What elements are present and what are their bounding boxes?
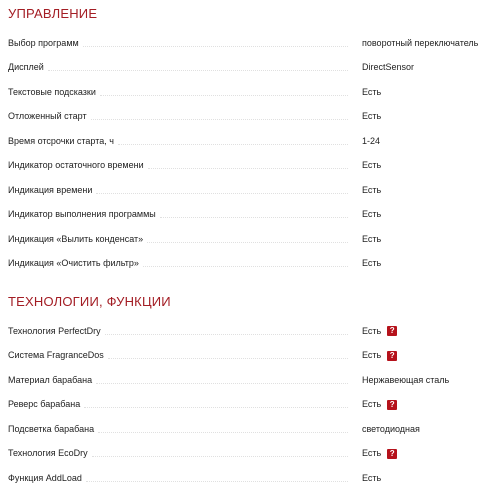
spec-label bbox=[8, 424, 348, 435]
spec-label bbox=[8, 473, 348, 484]
spec-value-text: поворотный переключатель bbox=[362, 37, 479, 48]
spec-value bbox=[362, 136, 380, 147]
spec-row bbox=[0, 319, 488, 344]
spec-label-text: Индикатор остаточного времени bbox=[8, 160, 148, 171]
spec-label bbox=[8, 209, 348, 220]
spec-label-text: Подсветка барабана bbox=[8, 424, 98, 435]
spec-value bbox=[362, 448, 397, 459]
spec-value bbox=[362, 234, 381, 245]
spec-value bbox=[362, 62, 414, 73]
spec-value-text: Есть bbox=[362, 350, 382, 361]
help-icon[interactable]: ? bbox=[387, 326, 397, 336]
spec-label bbox=[8, 448, 348, 459]
spec-value-text: Есть bbox=[362, 325, 382, 336]
spec-label bbox=[8, 136, 348, 147]
spec-label-text: Индикация «Вылить конденсат» bbox=[8, 234, 147, 245]
spec-row bbox=[0, 80, 488, 105]
spec-row bbox=[0, 393, 488, 418]
section-title-control: УПРАВЛЕНИЕ bbox=[8, 6, 98, 21]
dotted-leader bbox=[105, 334, 348, 335]
spec-label bbox=[8, 62, 348, 73]
spec-value-text: Есть bbox=[362, 258, 382, 269]
spec-row bbox=[0, 252, 488, 277]
spec-label-text: Технология PerfectDry bbox=[8, 326, 105, 337]
dotted-leader bbox=[86, 481, 348, 482]
spec-label-text: Технология EcoDry bbox=[8, 448, 92, 459]
spec-value-text: Есть bbox=[362, 209, 382, 220]
spec-label-text: Функция AddLoad bbox=[8, 473, 86, 484]
spec-value bbox=[362, 87, 381, 98]
spec-label bbox=[8, 111, 348, 122]
spec-value bbox=[362, 375, 449, 386]
spec-label-text: Индикация времени bbox=[8, 185, 96, 196]
spec-label-text: Реверс барабана bbox=[8, 399, 84, 410]
help-icon[interactable]: ? bbox=[387, 351, 397, 361]
spec-value-text: Нержавеющая сталь bbox=[362, 374, 450, 385]
dotted-leader bbox=[83, 46, 348, 47]
spec-value bbox=[362, 111, 381, 122]
spec-value-text: Есть bbox=[362, 86, 382, 97]
spec-label bbox=[8, 258, 348, 269]
spec-row bbox=[0, 203, 488, 228]
spec-value-text: Есть bbox=[362, 160, 382, 171]
spec-value bbox=[362, 473, 381, 484]
spec-row bbox=[0, 31, 488, 56]
spec-label-text: Материал барабана bbox=[8, 375, 96, 386]
spec-label bbox=[8, 38, 348, 49]
dotted-leader bbox=[100, 95, 348, 96]
spec-row bbox=[0, 344, 488, 369]
spec-label-text: Индикация «Очистить фильтр» bbox=[8, 258, 143, 269]
spec-list-technologies bbox=[0, 319, 488, 491]
spec-value bbox=[362, 350, 397, 361]
dotted-leader bbox=[96, 193, 348, 194]
spec-label-text: Дисплей bbox=[8, 62, 48, 73]
dotted-leader bbox=[108, 358, 348, 359]
dotted-leader bbox=[96, 383, 348, 384]
dotted-leader bbox=[147, 242, 348, 243]
spec-label bbox=[8, 185, 348, 196]
spec-label bbox=[8, 350, 348, 361]
spec-row bbox=[0, 442, 488, 467]
dotted-leader bbox=[98, 432, 348, 433]
section-title-technologies: ТЕХНОЛОГИИ, ФУНКЦИИ bbox=[8, 294, 171, 309]
spec-value bbox=[362, 258, 381, 269]
spec-row bbox=[0, 417, 488, 442]
spec-value-text: Есть bbox=[362, 111, 382, 122]
spec-row bbox=[0, 154, 488, 179]
spec-label bbox=[8, 160, 348, 171]
dotted-leader bbox=[84, 407, 348, 408]
dotted-leader bbox=[91, 119, 348, 120]
spec-label-text: Система FragranceDos bbox=[8, 350, 108, 361]
spec-label-text: Текстовые подсказки bbox=[8, 87, 100, 98]
dotted-leader bbox=[160, 217, 348, 218]
spec-value-text: DirectSensor bbox=[362, 62, 415, 73]
spec-row bbox=[0, 466, 488, 491]
spec-row bbox=[0, 56, 488, 81]
spec-value bbox=[362, 209, 381, 220]
spec-label bbox=[8, 234, 348, 245]
spec-value-text: Есть bbox=[362, 233, 382, 244]
spec-value-text: Есть bbox=[362, 184, 382, 195]
spec-value-text: Есть bbox=[362, 448, 382, 459]
spec-row bbox=[0, 227, 488, 252]
spec-label bbox=[8, 87, 348, 98]
spec-label-text: Индикатор выполнения программы bbox=[8, 209, 160, 220]
spec-value bbox=[362, 185, 381, 196]
help-icon[interactable]: ? bbox=[387, 449, 397, 459]
spec-label-text: Время отсрочки старта, ч bbox=[8, 136, 118, 147]
spec-value bbox=[362, 399, 397, 410]
spec-row bbox=[0, 129, 488, 154]
spec-value-text: Есть bbox=[362, 399, 382, 410]
dotted-leader bbox=[118, 144, 348, 145]
dotted-leader bbox=[143, 266, 348, 267]
spec-row bbox=[0, 105, 488, 130]
spec-label bbox=[8, 399, 348, 410]
dotted-leader bbox=[92, 456, 348, 457]
spec-label bbox=[8, 326, 348, 337]
spec-row bbox=[0, 368, 488, 393]
spec-list-control bbox=[0, 31, 488, 276]
dotted-leader bbox=[48, 70, 348, 71]
spec-row bbox=[0, 178, 488, 203]
spec-value bbox=[362, 326, 397, 337]
spec-value bbox=[362, 38, 478, 49]
spec-value-text: светодиодная bbox=[362, 423, 420, 434]
spec-label-text: Выбор программ bbox=[8, 38, 83, 49]
spec-label-text: Отложенный старт bbox=[8, 111, 91, 122]
spec-value bbox=[362, 424, 420, 435]
spec-label bbox=[8, 375, 348, 386]
spec-value-text: Есть bbox=[362, 472, 382, 483]
help-icon[interactable]: ? bbox=[387, 400, 397, 410]
spec-value-text: 1-24 bbox=[362, 135, 381, 146]
dotted-leader bbox=[148, 168, 348, 169]
spec-value bbox=[362, 160, 381, 171]
